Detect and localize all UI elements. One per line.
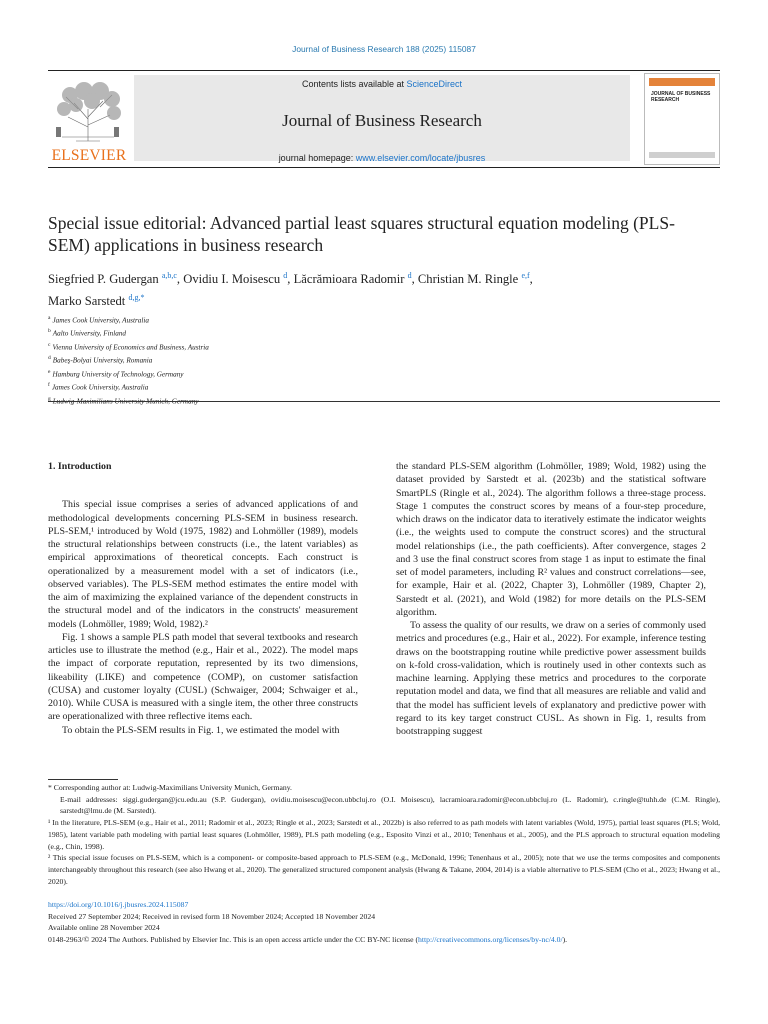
body-column-right — [396, 460, 706, 738]
contents-line — [134, 79, 630, 89]
body-column-left — [48, 460, 358, 737]
journal-homepage-link[interactable]: www.elsevier.com/locate/jbusres — [355, 153, 486, 163]
email-addresses[interactable]: E-mail addresses: siggi.gudergan@jcu.edu.au (S.P. Gudergan), ovidiu.moisescu@econ.ubbcluj.ro (O.I. Moisescu), lacramioara.radomir@econ.ubbcluj.ro (L. Radomir), c.ringle@tuhh.de (C.M. Ringle), sarstedt@lmu.de (M. Sarstedt). — [60, 794, 720, 816]
publisher-wordmark: ELSEVIER — [51, 147, 127, 164]
journal-cover-thumbnail[interactable] — [644, 73, 720, 165]
author-affiliation-sup[interactable]: a,b,c — [161, 271, 177, 280]
journal-reference[interactable]: Journal of Business Research 188 (2025) 115087 — [292, 44, 476, 54]
journal-name: Journal of Business Research — [282, 111, 482, 130]
author-affiliation-sup[interactable]: d — [283, 271, 288, 280]
article-title: Special issue editorial: Advanced partial least squares structural equation modeling (PLS-SEM) applications in business research — [48, 213, 675, 255]
footnotes — [48, 782, 720, 887]
author-name: Lăcrămioara Radomir — [293, 272, 405, 287]
body-paragraph: the standard PLS-SEM algorithm (Lohmöller, 1989; Wold, 1982) using the dataset provided by Sarstedt et al. (2023b) and the statistical software SmartPLS (Ringle et al., 2024). The algorithm follows a three-stage process. Stage 1 computes the construct scores by means of a four-step procedure, which draws on the indicator data to iteratively estimate the indicator weights (i.e., the weights used to compute the construct scores) and the structural model relationships (i.e., the path coefficients). After convergence, stages 2 and 3 use the final construct scores from stage 1 as input to estimate the final set of model parameters, including R² values and construct correlations—see, for example, Hair et al. (2022, Chapter 3), Lohmöller (1989, Chapter 2), Sarstedt et al. (2021), and Wold (1982) for more details on the PLS-SEM algorithm. — [396, 461, 706, 618]
journal-masthead — [48, 70, 720, 168]
license-line: 0148-2963/© 2024 The Authors. Published by Elsevier Inc. This is an open access article under the CC BY-NC license (http://creativecommons.org/licenses/by-nc/4.0/). — [48, 935, 568, 945]
footnote-1: ¹ In the literature, PLS-SEM (e.g., Hair et al., 2011; Radomir et al., 2023; Ringle et al., 2023; Sarstedt et al., 2022b) is also referred to as path models with latent variables (Wold, 1975), partial least squares (PLS; Wold, 1985), latent variable path modeling with partial least squares (Lohmöller, 1989), PLS path modeling (e.g., Esposito Vinzi et al., 2010; Tenenhaus et al., 2005), and the PLS approach to structural equation modeling (e.g., Chin, 1998). — [48, 818, 720, 851]
author-affiliation-sup[interactable]: d — [407, 271, 412, 280]
affiliation-item: $^e$ Hamburg University of Technology, Germany — [48, 368, 184, 379]
article-metadata — [48, 899, 720, 946]
author-name: Ovidiu I. Moisescu — [183, 272, 281, 287]
cover-bottom-band — [649, 152, 715, 158]
affiliation-item: $^b$ Aalto University, Finland — [48, 328, 127, 338]
available-online: Available online 28 November 2024 — [48, 923, 160, 933]
cover-title: JOURNAL OF BUSINESS RESEARCH — [651, 91, 711, 103]
affiliation-list — [48, 313, 209, 407]
body-paragraph: To assess the quality of our results, we draw on a series of commonly used metrics and procedures (e.g., Hair et al., 2022). For example, inference testing draws on the bootstrapping routine while predictive power assessment builds on k-fold cross-validation, which is routinely used in other contexts such as machine learning. Applying these metrics and procedures to the corporate reputation model and data, we find that all measures are reliable and valid and that the model has sufficient levels of explanatory and predictive power with regard to its key target construct CUSL. As shown in Fig. 1, results from bootstrapping suggest — [396, 620, 706, 737]
author-list: Siegfried P. Gudergan $^{a,b,c}$, Ovidiu I. Moisescu $^d$, Lăcrămioara Radomir $^d$, Christian M. Ringle $^{e,f}$, Marko Sarstedt $^{d,g,*}$ — [48, 271, 533, 308]
elsevier-tree-icon — [48, 79, 128, 145]
body-paragraph: This special issue comprises a series of advanced applications of and methodological developments concerning PLS-SEM in business research. PLS-SEM,¹ introduced by Wold (1975, 1982) and Lohmöller (1989), models the structural relationships between constructs (i.e., the latent variables) as empirical approximations of theoretical concepts. Each construct is operationalized by a measurement model with a set of indicators (i.e., observed variables). The PLS-SEM method estimates the entire model with the aim of maximizing the explained variance of the dependent constructs in the structural model and of the indicators in the constructs' measurement models (Lohmöller, 1989; Wold, 1982).² — [48, 499, 358, 630]
body-paragraph: To obtain the PLS-SEM results in Fig. 1, we estimated the model with — [62, 724, 340, 736]
doi-link[interactable]: https://doi.org/10.1016/j.jbusres.2024.115087 — [48, 900, 189, 909]
masthead-center-panel — [134, 75, 630, 161]
affiliation-item: $^g$ Ludwig-Maximilians University Munich, Germany — [48, 395, 199, 406]
author-name: Marko Sarstedt — [48, 293, 126, 308]
journal-homepage-line — [134, 153, 630, 163]
cover-top-band — [649, 78, 715, 86]
affiliation-item: $^c$ Vienna University of Economics and Business, Austria — [48, 341, 209, 352]
author-affiliation-sup[interactable]: d,g,* — [128, 292, 145, 302]
sciencedirect-link[interactable]: ScienceDirect — [406, 79, 463, 89]
received-dates: Received 27 September 2024; Received in revised form 18 November 2024; Accepted 18 November 2024 — [48, 911, 376, 921]
corresponding-author-note: * Corresponding author at: Ludwig-Maximilians University Munich, Germany. — [48, 783, 292, 792]
homepage-prefix: journal homepage: — [278, 153, 356, 163]
elsevier-logo[interactable] — [48, 71, 128, 167]
affiliation-item: $^a$ James Cook University, Australia — [48, 315, 149, 325]
author-affiliation-sup[interactable]: e,f — [521, 271, 530, 280]
affiliation-item: $^f$ James Cook University, Australia — [48, 382, 149, 392]
body-paragraph: Fig. 1 shows a sample PLS path model that several textbooks and research articles use to illustrate the method (e.g., Hair et al., 2022). The model maps the impact of corporate reputation, represented by its two dimensions, likeability (LIKE) and competence (COMP), on customer satisfaction (CUSA) and customer loyalty (CUSL) (Schwaiger, 2004; Schwaiger et al., 2010). While CUSA is measured with a single item, the other three constructs are operationalized with three reflective items each. — [48, 631, 358, 723]
header-divider — [48, 401, 720, 402]
contents-prefix: Contents lists available at — [301, 79, 407, 89]
author-name: Christian M. Ringle — [417, 272, 519, 287]
footnote-2: ² This special issue focuses on PLS-SEM, which is a component- or composite-based approach to PLS-SEM (e.g., McDonald, 1996; Tenenhaus et al., 2005); note that we use the terms composites and components interchangeably throughout this research (see also Hwang et al., 2020). The generalized structured component analysis (Hwang & Takane, 2004, 2014) is a viable alternative to PLS-SEM (Cho et al., 2023; Hwang et al., 2020). — [48, 853, 720, 886]
affiliation-item: $^d$ Babeş-Bolyai University, Romania — [48, 355, 153, 365]
footnote-divider — [48, 779, 118, 780]
author-name: Siegfried P. Gudergan — [48, 272, 159, 287]
section-heading: 1. Introduction — [48, 461, 112, 472]
license-link[interactable]: http://creativecommons.org/licenses/by-nc/4.0/ — [418, 935, 563, 945]
